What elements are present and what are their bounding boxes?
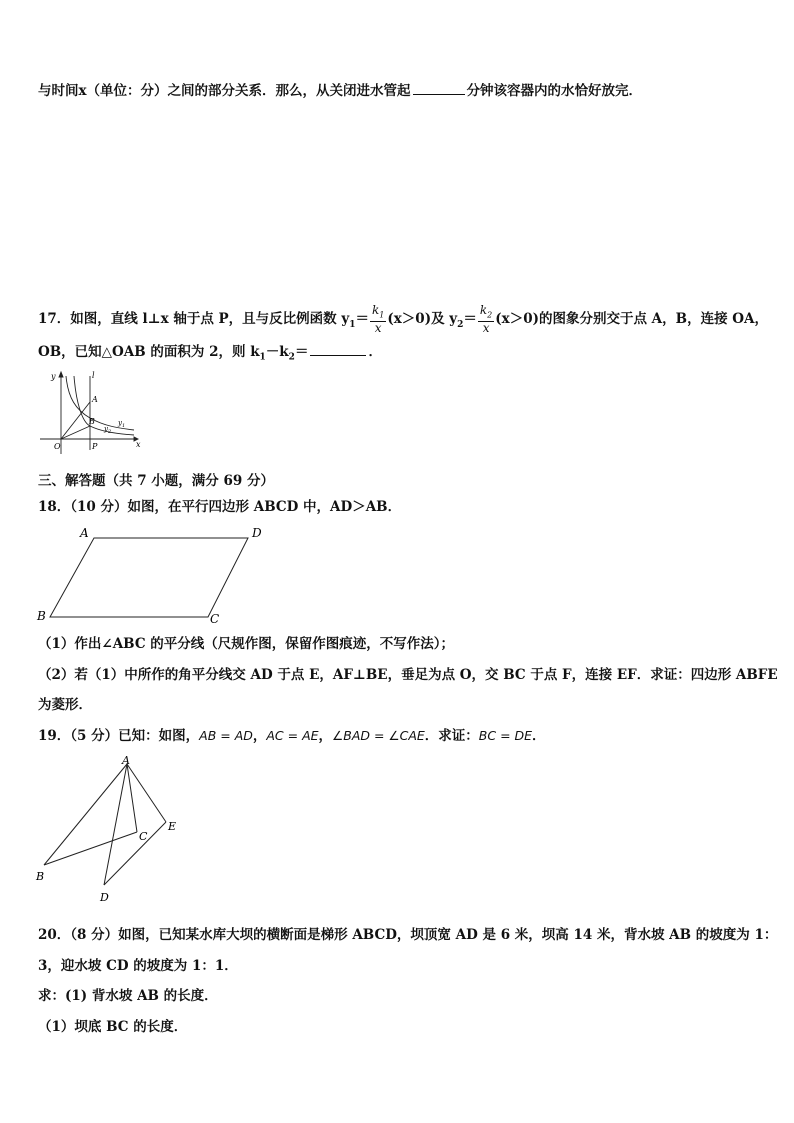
q16-text-b: 分钟该容器内的水恰好放完． <box>466 83 643 99</box>
q18-label-A: A <box>80 526 89 540</box>
q17-l2-sub2: 2 <box>288 352 295 363</box>
q17-label-y2 <box>103 425 111 435</box>
q18-part2-line2: 为菱形． <box>38 697 92 713</box>
q17-y-arrow <box>59 372 63 377</box>
q18-label-D: D <box>252 526 262 540</box>
q17-label-l: l <box>92 371 95 380</box>
q19-label-B: B <box>36 870 45 883</box>
q20-line1: 20．（8 分）如图，已知某水库大坝的横断面是梯形 ABCD，坝顶宽 AD 是 6 米，坝高 14 米，背水坡 AB 的坡度为 1： <box>38 927 778 943</box>
q17-sub1: 1 <box>349 319 356 330</box>
q19-text: 19．（5 分）已知：如图， <box>38 728 200 744</box>
q19-stem <box>38 727 546 745</box>
q17-x2: x <box>482 321 490 336</box>
q17-line2 <box>38 343 382 367</box>
q19-segment-AC <box>127 764 137 832</box>
q17-answer-blank[interactable] <box>310 343 366 356</box>
q17-k1-sub: 1 <box>379 310 385 320</box>
q18-parallelogram <box>50 538 248 617</box>
q17-l2a: OB，已知△OAB 的面积为 2，则 k <box>38 344 260 360</box>
q17-l2b: －k <box>265 344 289 360</box>
q19-label-E: E <box>168 820 177 833</box>
q17-segment-OB <box>61 426 90 439</box>
q19-segment-AE <box>127 764 166 822</box>
q19-cond-ab-ad: AB = AD <box>199 728 253 743</box>
q17-label-y: y <box>51 372 56 381</box>
section3-title: 三、解答题（共 7 小题，满分 69 分） <box>38 473 274 489</box>
q20-line2: 3，迎水坡 CD 的坡度为 1：1． <box>38 958 238 974</box>
q17-x1: x <box>374 321 382 336</box>
q19-segment-AD <box>104 764 127 885</box>
q17-curve-y1 <box>66 376 134 430</box>
q16-text-a: 与时间x（单位：分）之间的部分关系．那么，从关闭进水管起 <box>38 83 411 99</box>
q17-label-x: x <box>136 440 141 449</box>
q20-line4: （1）坝底 BC 的长度． <box>38 1019 188 1035</box>
q19-goal: BC = DE <box>478 728 533 743</box>
q17-cond1: (x＞0)及 y <box>387 311 458 328</box>
q17-segment-OA <box>61 402 90 439</box>
q17-label-B: B <box>89 417 95 426</box>
q17-text-a: 17．如图，直线 l⊥x 轴于点 P，且与反比例函数 y <box>38 311 350 328</box>
q18-figure <box>34 522 274 626</box>
q17-label-y1-main: y <box>118 419 122 427</box>
q19-sep1: ， <box>252 728 267 744</box>
q17-l2c: ＝ <box>294 344 309 360</box>
q17-k1: k <box>371 303 380 317</box>
q17-label-A: A <box>92 395 98 404</box>
q17-eq1: ＝ <box>355 311 369 328</box>
q19-prove: ．求证： <box>424 728 479 744</box>
q19-end: ． <box>532 728 546 744</box>
q17-l2-sub1: 1 <box>259 352 266 363</box>
q17-end: ． <box>368 344 382 360</box>
q18-stem: 18．（10 分）如图，在平行四边形 ABCD 中，AD＞AB． <box>38 499 402 515</box>
q20-line3: 求：(1) 背水坡 AB 的长度． <box>38 988 218 1004</box>
q17-k2: k <box>479 303 488 317</box>
q17-fraction-k2 <box>478 304 494 335</box>
q17-label-O: O <box>54 442 61 451</box>
q19-cond-angles: ∠BAD = ∠CAE <box>332 728 425 743</box>
q17-cond2: (x＞0)的图象分别交于点 A，B，连接 OA， <box>495 311 769 328</box>
q18-part2-line1: （2）若（1）中所作的角平分线交 AD 于点 E，AF⊥BE，垂足为点 O，交 BC 于点 F，连接 EF．求证：四边形 ABFE <box>38 667 778 683</box>
q19-figure <box>34 752 184 914</box>
q18-label-C: C <box>210 612 220 626</box>
q17-eq2: ＝ <box>463 311 477 328</box>
q17-fraction-k1 <box>370 304 386 335</box>
q17-label-y2-sub: 2 <box>107 429 112 435</box>
q17-figure <box>38 368 143 456</box>
q16-continuation <box>38 82 642 100</box>
q17-label-y1-sub: 1 <box>121 423 126 429</box>
q18-label-B: B <box>37 609 46 623</box>
q17-label-P: P <box>92 442 98 451</box>
q17-line1 <box>38 303 769 336</box>
q19-segment-DE <box>104 822 166 885</box>
q17-sub2: 2 <box>457 319 464 330</box>
q19-label-C: C <box>139 830 148 843</box>
q17-label-y2-main: y <box>104 425 108 433</box>
q19-sep2: ， <box>318 728 333 744</box>
q18-part1: （1）作出∠ABC 的平分线（尺规作图，保留作图痕迹，不写作法）； <box>38 636 455 652</box>
q16-answer-blank[interactable] <box>413 82 465 95</box>
q19-label-A: A <box>122 754 130 767</box>
q17-k2-sub: 2 <box>487 310 493 320</box>
q19-cond-ac-ae: AC = AE <box>266 728 319 743</box>
q19-label-D: D <box>100 891 109 904</box>
